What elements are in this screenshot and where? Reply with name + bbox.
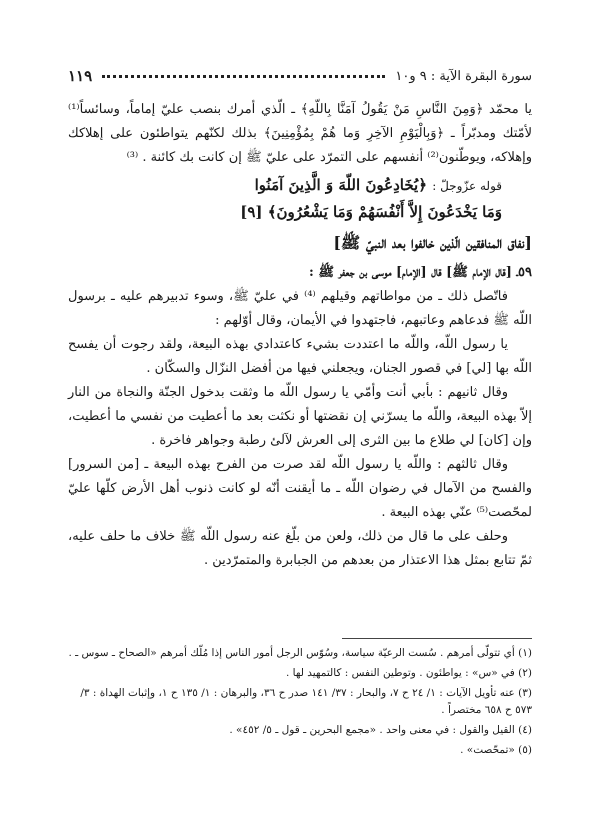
paragraph-5: وقال ثالثهم : واللّه يا رسول اللّه لقد صرت من الفرح بهذه البيعة ـ [من السرور] والفسح من الآمال في رضوان اللّه ـ ما أيقنت أنّه لو كانت ذنوب أهل الأرض كلّها عليّ لمحّصت⁽⁵⁾ عنّي بهذه البيعة . xyxy=(68,457,532,520)
footnote-4: (٤) القيل والقول : في معنى واحد . «مجمع البحرين ـ قول ـ ٥/ ٤٥٢» . xyxy=(229,724,532,736)
page-number: ١١٩ xyxy=(68,68,93,85)
verse-line-2: وَمَا يَخْدَعُونَ إِلاَّ أَنْفُسَهُمْ وَمَا يَشْعُرُونَ﴾ [٩] xyxy=(240,203,502,221)
verse-line-1: ﴿يُخَادِعُونَ اللّهَ وَ الَّذِينَ آمَنُوا xyxy=(254,176,427,194)
footnote-1: (١) أي تتولّى أمرهم . سُست الرعيّة سياسة، وسُوّس الرجل أمور الناس إذا مُلّك أمرهم «الصحاح ـ سوس ـ . xyxy=(68,647,532,659)
footnotes xyxy=(68,638,532,762)
footnote-3: (٣) عنه تأويل الآيات : ١/ ٢٤ ح ٧، والبحار : ٣٧/ ١٤١ صدر ح ٣٦، والبرهان : ١/ ١٣٥ ح ١، وإثبات الهداة : ٣/ ٥٧٣ ح ٦٥٨ مختصراً . xyxy=(80,687,532,716)
section-title: [نفاق المنافقين الّذين خالفوا بعد النبيّ ﷺ] xyxy=(333,233,532,252)
paragraph-3: يا رسول اللّه، واللّه ما اعتددت بشيء كاعتدادي بهذه البيعة، ولقد رجوت أن يفسح اللّه بها [لي] في قصور الجنان، ويجعلني فيها من أفضل النزّال والسكّان . xyxy=(68,337,532,376)
footnote-2: (٢) في «س» : يواطئون . وتوطين النفس : كالتمهيد لها . xyxy=(286,667,532,679)
paragraph-2: فاتّصل ذلك ـ من مواطاتهم وقيلهم ⁽⁴⁾ في عليّ ﷺ، وسوء تدبيرهم عليه ـ برسول اللّه ﷺ فدعاهم وعاتبهم، فاجتهدوا في الأيمان، وقال أوّلهم : xyxy=(68,289,532,328)
main-text xyxy=(68,98,532,573)
page-header xyxy=(68,64,532,88)
verse-lead: قوله عزّوجلّ : xyxy=(432,179,502,193)
paragraph-1: يا محمّد ﴿وَمِنَ النَّاسِ مَنْ يَقُولُ آمَنَّا بِاللّهِ﴾ ـ الّذي أمرك بنصب عليّ إماماً، وسائساً⁽¹⁾ لأمّتك ومدبّراً ـ ﴿وَبِالْيَوْمِ الآخِرِ وَما هُمْ بِمُؤْمِنِينَ﴾ بذلك لكنّهم يتواطئون على إهلاكك وإهلاكه، ويوطّنون⁽²⁾ أنفسهم على التمرّد على عليّ ﷺ إن كانت بك كائنة . ⁽³⁾ xyxy=(68,102,532,165)
paragraph-4: وقال ثانيهم : بأبي أنت وأمّي يا رسول اللّه ما وثقت بدخول الجنّة والنجاة من النار إلاّ بهذه البيعة، واللّه ما يسرّني إن نقضتها أو نكثت بعد ما أعطيت من نفسي ما أعطيت، وإن [كان] لي طلاع ما بين الثرى إلى العرش لآلئ رطبة وجواهر فاخرة . xyxy=(68,385,532,448)
quran-verse xyxy=(68,172,532,225)
header-dotted-rule xyxy=(102,75,385,78)
footnote-5: (٥) «تمحّصت» . xyxy=(460,744,532,756)
paragraph-6: وحلف على ما قال من ذلك، ولعن من بلّغ عنه رسول اللّه ﷺ خلاف ما حلف عليه، ثمّ تتابع بمثل هذا الاعتذار من بعدهم من الجبابرة والمتمرّدين . xyxy=(68,529,532,568)
running-head: سورة البقرة الآية : ٩ و١٠ xyxy=(395,68,532,84)
hadith-heading: ٥٩ـ [قال الإمام ﷺ] قال [الإمام] موسى بن جعفر ﷺ : xyxy=(309,265,532,280)
footnote-rule xyxy=(342,638,532,639)
